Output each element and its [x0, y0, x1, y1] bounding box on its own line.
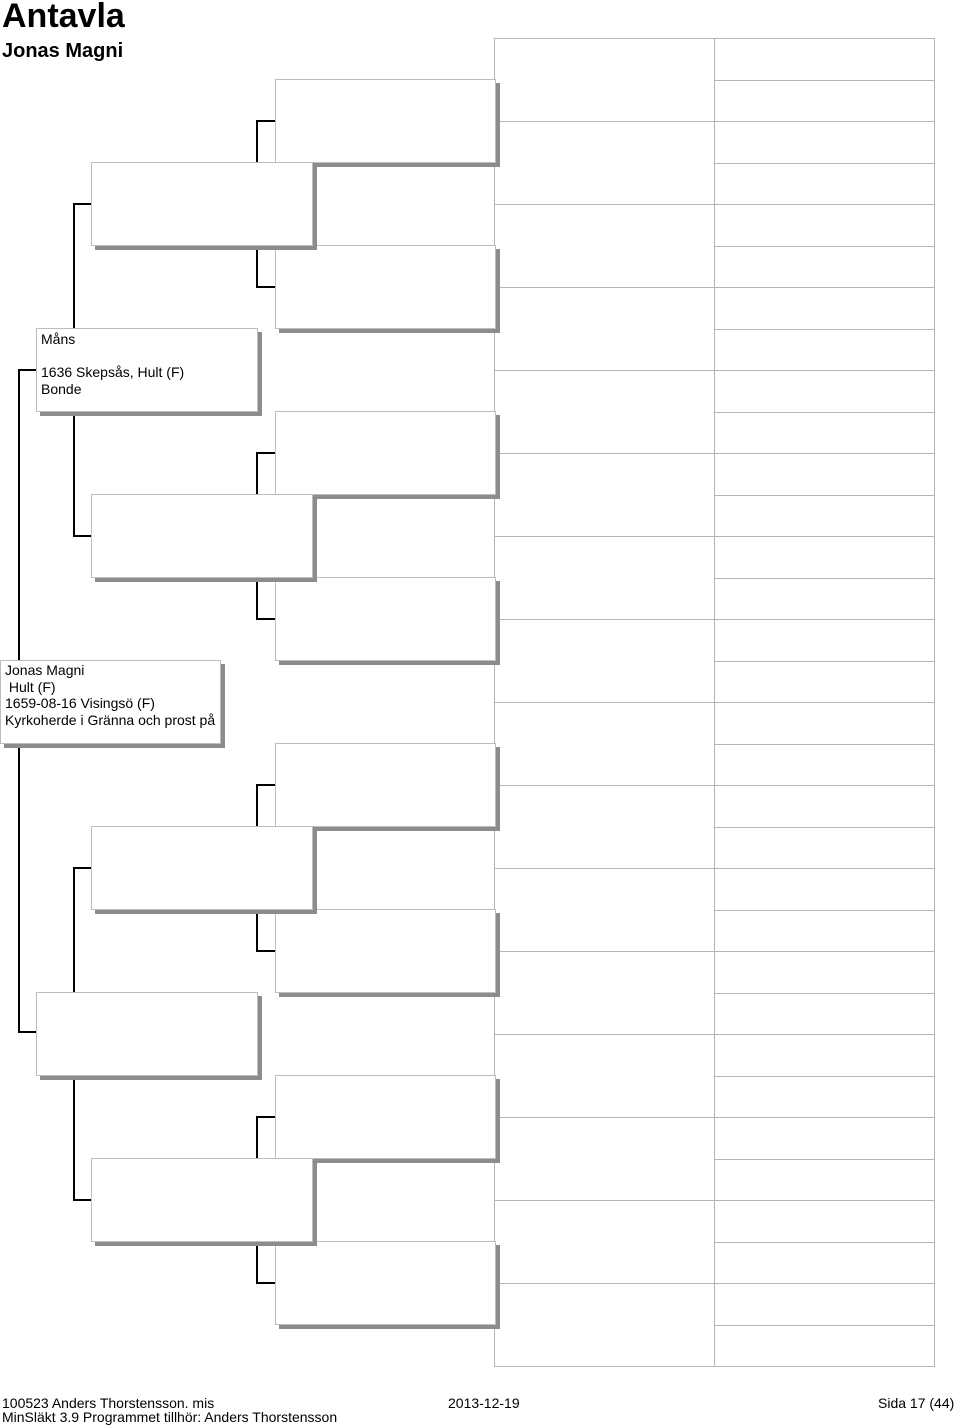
father-blank [41, 348, 253, 365]
root-date-place: 1659-08-16 Visingsö (F) [5, 695, 155, 711]
root-person-box[interactable] [0, 660, 221, 744]
ancestor-gen6-cell[interactable] [714, 661, 935, 704]
root-birth-place: Hult (F) [5, 678, 56, 695]
ancestor-gen6-cell[interactable] [714, 1117, 935, 1160]
ancestor-gen5-cell[interactable] [494, 619, 715, 703]
connector-line [256, 452, 276, 454]
ancestor-gen6-cell[interactable] [714, 329, 935, 372]
ancestor-gen5-cell[interactable] [494, 453, 715, 537]
connector-line [256, 950, 276, 952]
ancestor-gen6-cell[interactable] [714, 1159, 935, 1202]
ancestor-gen6-cell[interactable] [714, 204, 935, 247]
ancestor-gen6-cell[interactable] [714, 785, 935, 828]
ancestor-gen4-box[interactable] [275, 411, 496, 495]
ancestor-gen5-cell[interactable] [494, 785, 715, 869]
ancestor-gen6-cell[interactable] [714, 1076, 935, 1119]
footer-date: 2013-12-19 [448, 1395, 520, 1411]
connector-line [256, 1116, 276, 1118]
ancestor-gen5-cell[interactable] [494, 536, 715, 620]
ancestor-gen6-cell[interactable] [714, 744, 935, 787]
ancestor-gen4-box[interactable] [275, 577, 496, 661]
ancestor-gen6-cell[interactable] [714, 370, 935, 413]
ancestor-gen5-cell[interactable] [494, 121, 715, 205]
root-occupation: Kyrkoherde i Gränna och prost på [5, 711, 216, 728]
ancestor-gen4-box[interactable] [275, 1075, 496, 1159]
ancestor-gen5-cell[interactable] [494, 1200, 715, 1284]
ancestor-gen6-cell[interactable] [714, 1325, 935, 1368]
paternal-grandmother-box[interactable] [91, 494, 313, 578]
ancestor-gen4-box[interactable] [275, 79, 496, 163]
footer-page-number: Sida 17 (44) [878, 1395, 955, 1411]
ancestor-gen6-cell[interactable] [714, 121, 935, 164]
maternal-grandfather-box[interactable] [91, 826, 313, 910]
ancestor-gen6-cell[interactable] [714, 1034, 935, 1077]
ancestor-gen5-cell[interactable] [494, 38, 715, 122]
connector-line [256, 1282, 276, 1284]
ancestor-gen6-cell[interactable] [714, 287, 935, 330]
ancestor-gen5-cell[interactable] [494, 1117, 715, 1201]
ancestor-gen6-cell[interactable] [714, 910, 935, 953]
connector-line [256, 784, 276, 786]
ancestor-gen6-cell[interactable] [714, 619, 935, 662]
father-birth: 1636 Skepsås, Hult (F) [41, 364, 185, 380]
ancestor-gen6-cell[interactable] [714, 80, 935, 123]
page-subtitle: Jonas Magni [2, 40, 124, 62]
connector-line [73, 203, 93, 205]
connector-line [73, 1199, 93, 1201]
root-name: Jonas Magni [5, 662, 85, 678]
ancestor-gen6-cell[interactable] [714, 827, 935, 870]
ancestor-gen6-cell[interactable] [714, 412, 935, 455]
ancestor-gen6-cell[interactable] [714, 536, 935, 579]
ancestor-gen4-box[interactable] [275, 245, 496, 329]
footer-program-info: MinSläkt 3.9 Programmet tillhör: Anders Thorstensson [2, 1409, 338, 1425]
ancestor-gen6-cell[interactable] [714, 578, 935, 621]
ancestor-gen5-cell[interactable] [494, 868, 715, 952]
ancestor-gen6-cell[interactable] [714, 163, 935, 206]
connector-line [256, 286, 276, 288]
ancestor-gen5-cell[interactable] [494, 370, 715, 454]
ancestor-gen4-box[interactable] [275, 909, 496, 993]
ancestor-gen6-cell[interactable] [714, 495, 935, 538]
ancestor-gen4-box[interactable] [275, 1241, 496, 1325]
ancestor-gen6-cell[interactable] [714, 702, 935, 745]
ancestor-gen6-cell[interactable] [714, 38, 935, 81]
ancestor-gen4-box[interactable] [275, 743, 496, 827]
ancestor-gen6-cell[interactable] [714, 868, 935, 911]
ancestor-gen5-cell[interactable] [494, 204, 715, 288]
father-box[interactable] [36, 328, 258, 412]
connector-line [73, 867, 93, 869]
ancestor-gen5-cell[interactable] [494, 287, 715, 371]
maternal-grandmother-box[interactable] [91, 1158, 313, 1242]
ancestor-gen6-cell[interactable] [714, 1242, 935, 1285]
connector-line [256, 618, 276, 620]
ancestor-gen5-cell[interactable] [494, 1283, 715, 1367]
page-title: Antavla [2, 0, 125, 35]
ancestor-gen6-cell[interactable] [714, 453, 935, 496]
ancestor-gen5-cell[interactable] [494, 951, 715, 1035]
ancestor-gen6-cell[interactable] [714, 1200, 935, 1243]
ancestor-gen6-cell[interactable] [714, 246, 935, 289]
connector-line [18, 369, 38, 371]
mother-box[interactable] [36, 992, 258, 1076]
ancestor-gen5-cell[interactable] [494, 1034, 715, 1118]
ancestor-gen6-cell[interactable] [714, 1283, 935, 1326]
ancestor-gen6-cell[interactable] [714, 993, 935, 1036]
paternal-grandfather-box[interactable] [91, 162, 313, 246]
ancestor-gen5-cell[interactable] [494, 702, 715, 786]
connector-line [73, 535, 93, 537]
connector-line [18, 1031, 38, 1033]
ancestor-gen6-cell[interactable] [714, 951, 935, 994]
connector-line [256, 120, 276, 122]
footer-file-info: 100523 Anders Thorstensson. mis [2, 1395, 215, 1411]
father-name: Måns [41, 331, 76, 347]
father-occupation: Bonde [41, 380, 82, 397]
